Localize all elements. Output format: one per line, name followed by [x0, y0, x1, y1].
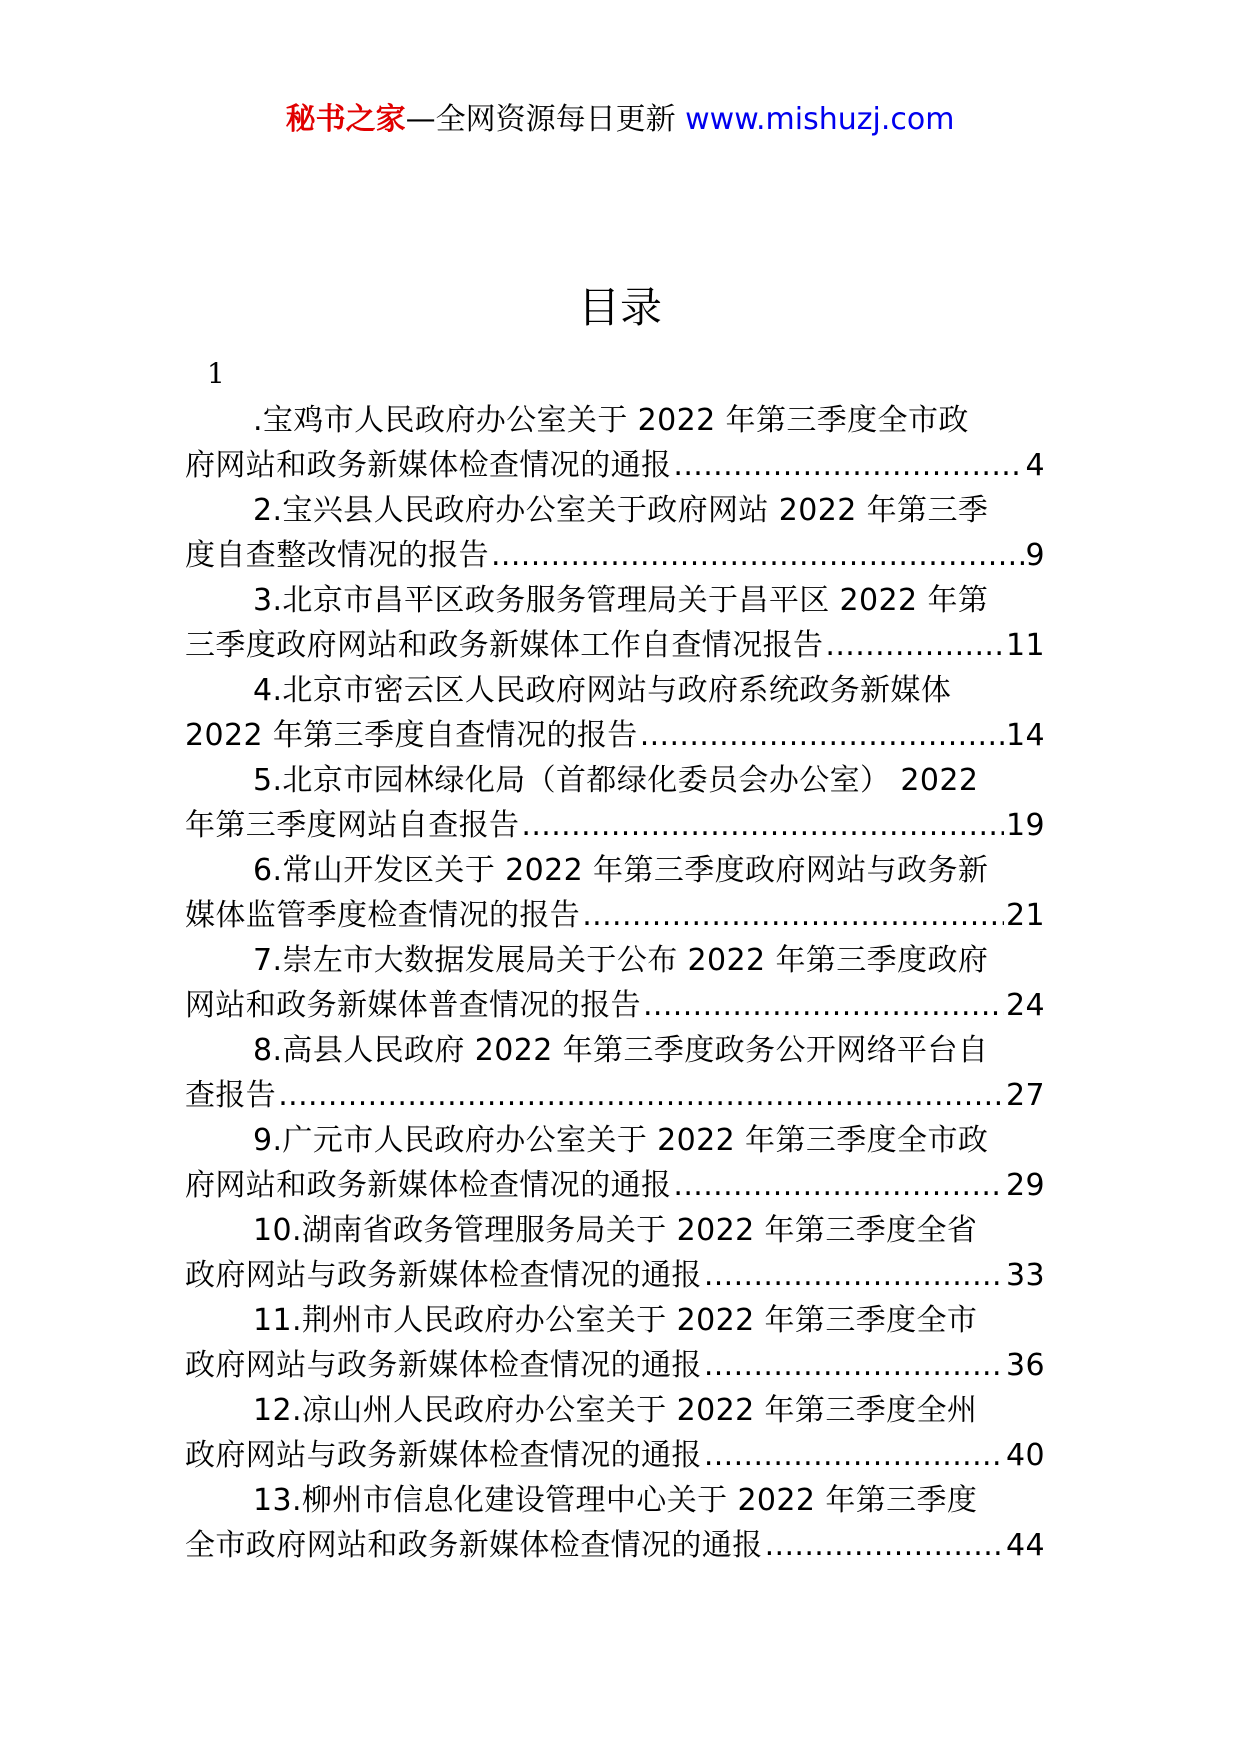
toc-entry-line2: 年第三季度网站自查报告 [185, 808, 520, 843]
dot-leader [491, 533, 1024, 578]
toc-entry[interactable] [185, 1208, 1045, 1298]
toc-entry-line1: 5.北京市园林绿化局（首都绿化委员会办公室） 2022 [253, 763, 979, 798]
toc-entry[interactable] [185, 1478, 1045, 1568]
table-of-contents [185, 398, 1045, 1568]
toc-entry[interactable] [185, 1028, 1045, 1118]
toc-entry-line2: 网站和政务新媒体普查情况的报告 [185, 988, 641, 1023]
toc-entry[interactable] [185, 668, 1045, 758]
dot-leader [521, 803, 1004, 848]
site-header [0, 100, 1240, 140]
toc-entry[interactable] [185, 1118, 1045, 1208]
toc-entry[interactable] [185, 398, 1045, 488]
toc-entry-line2: 三季度政府网站和政务新媒体工作自查情况报告 [185, 628, 824, 663]
toc-entry-line1: 4.北京市密云区人民政府网站与政府系统政务新媒体 [253, 673, 952, 708]
toc-entry-line1: 8.高县人民政府 2022 年第三季度政务公开网络平台自 [253, 1033, 989, 1068]
toc-entry-line1: 6.常山开发区关于 2022 年第三季度政府网站与政务新 [253, 853, 989, 888]
toc-page-number: 4 [1025, 448, 1045, 483]
toc-page-number: 24 [1006, 988, 1045, 1023]
dot-leader [704, 1253, 1004, 1298]
dot-leader [643, 983, 1004, 1028]
toc-entry-line1: 2.宝兴县人民政府办公室关于政府网站 2022 年第三季 [253, 493, 989, 528]
dot-leader [640, 713, 1004, 758]
dot-leader [582, 893, 1004, 938]
toc-entry-line1: .宝鸡市人民政府办公室关于 2022 年第三季度全市政 [253, 403, 969, 438]
toc-entry[interactable] [185, 758, 1045, 848]
toc-entry-line2: 府网站和政务新媒体检查情况的通报 [185, 1168, 672, 1203]
toc-page-number: 29 [1006, 1168, 1045, 1203]
toc-entry-line1: 7.崇左市大数据发展局关于公布 2022 年第三季度政府 [253, 943, 989, 978]
site-url-link[interactable]: www.mishuzj.com [685, 102, 955, 137]
toc-entry-line2: 查报告 [185, 1078, 277, 1113]
toc-page-number: 40 [1006, 1438, 1045, 1473]
toc-entry-line2: 府网站和政务新媒体检查情况的通报 [185, 448, 672, 483]
toc-entry-line1: 10.湖南省政务管理服务局关于 2022 年第三季度全省 [253, 1213, 978, 1248]
toc-page-number: 9 [1025, 538, 1045, 573]
toc-page-number: 11 [1006, 628, 1045, 663]
toc-entry[interactable] [185, 488, 1045, 578]
toc-entry[interactable] [185, 578, 1045, 668]
toc-page-number: 21 [1006, 898, 1045, 933]
toc-page-number: 33 [1006, 1258, 1045, 1293]
toc-entry-line1: 12.凉山州人民政府办公室关于 2022 年第三季度全州 [253, 1393, 978, 1428]
toc-page-number: 19 [1006, 808, 1045, 843]
dot-leader [825, 623, 1004, 668]
header-tagline: —全网资源每日更新 [405, 102, 686, 137]
toc-entry[interactable] [185, 1298, 1045, 1388]
page-title: 目录 [577, 283, 662, 332]
toc-entry-line2: 2022 年第三季度自查情况的报告 [185, 718, 638, 753]
dot-leader [673, 443, 1023, 488]
brand-name: 秘书之家 [285, 102, 406, 137]
toc-entry[interactable] [185, 938, 1045, 1028]
toc-entry-line1: 3.北京市昌平区政务服务管理局关于昌平区 2022 年第 [253, 583, 989, 618]
toc-entry-line2: 政府网站与政务新媒体检查情况的通报 [185, 1348, 702, 1383]
toc-entry[interactable] [185, 848, 1045, 938]
toc-entry-line2: 媒体监管季度检查情况的报告 [185, 898, 581, 933]
dot-leader [704, 1433, 1004, 1478]
toc-page-number: 14 [1006, 718, 1045, 753]
toc-page-number: 36 [1006, 1348, 1045, 1383]
toc-page-number: 27 [1006, 1078, 1045, 1113]
dot-leader [673, 1163, 1004, 1208]
dot-leader [704, 1343, 1004, 1388]
toc-entry-line2: 政府网站与政务新媒体检查情况的通报 [185, 1258, 702, 1293]
toc-entry-line2: 全市政府网站和政务新媒体检查情况的通报 [185, 1528, 763, 1563]
toc-page-number: 44 [1006, 1528, 1045, 1563]
toc-entry-line1: 11.荆州市人民政府办公室关于 2022 年第三季度全市 [253, 1303, 978, 1338]
dot-leader [765, 1523, 1004, 1568]
toc-entry-line2: 政府网站与政务新媒体检查情况的通报 [185, 1438, 702, 1473]
toc-entry-line2: 度自查整改情况的报告 [185, 538, 489, 573]
toc-entry[interactable] [185, 1388, 1045, 1478]
dot-leader [278, 1073, 1004, 1118]
stray-number: 1 [207, 357, 225, 390]
toc-entry-line1: 13.柳州市信息化建设管理中心关于 2022 年第三季度 [253, 1483, 978, 1518]
toc-entry-line1: 9.广元市人民政府办公室关于 2022 年第三季度全市政 [253, 1123, 989, 1158]
